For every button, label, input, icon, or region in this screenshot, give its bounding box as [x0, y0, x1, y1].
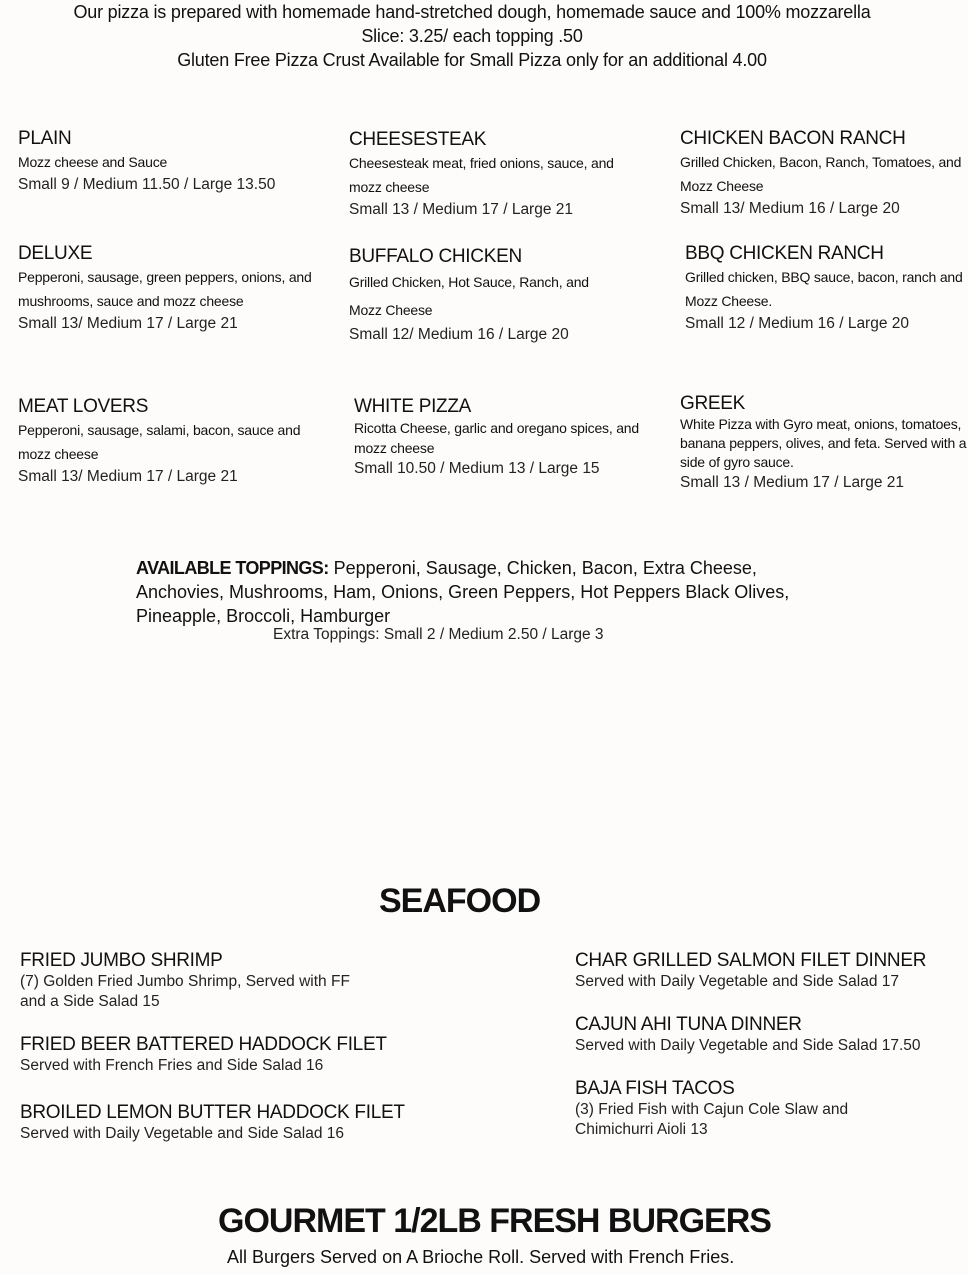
pizza-item-bbq-chicken-ranch	[685, 243, 968, 335]
pizza-desc: Grilled Chicken, Bacon, Ranch, Tomatoes, and Mozz Cheese	[680, 154, 962, 194]
available-toppings	[136, 556, 796, 628]
pizza-name: CHICKEN BACON RANCH	[680, 128, 906, 149]
pizza-price: Small 13 / Medium 17 / Large 21	[349, 201, 574, 218]
seafood-item-baja-fish-tacos	[575, 1078, 875, 1140]
pizza-desc: White Pizza with Gyro meat, onions, tomatoes, banana peppers, olives, and feta. Served with a side of gyro sauce.	[680, 416, 967, 470]
pizza-desc: Cheesesteak meat, fried onions, sauce, and mozz cheese	[349, 155, 614, 195]
pizza-item-white-pizza	[354, 396, 644, 480]
pizza-item-meat-lovers	[18, 396, 328, 488]
pizza-name: GREEK	[680, 393, 746, 414]
burgers-subtitle: All Burgers Served on A Brioche Roll. Served with French Fries.	[227, 1247, 735, 1267]
seafood-name: FRIED BEER BATTERED HADDOCK FILET	[20, 1034, 387, 1055]
seafood-title: SEAFOOD	[379, 882, 541, 920]
pizza-desc: Ricotta Cheese, garlic and oregano spices, and mozz cheese	[354, 420, 639, 456]
pizza-price: Small 13 / Medium 17 / Large 21	[680, 474, 905, 491]
burgers-title: GOURMET 1/2LB FRESH BURGERS	[218, 1202, 771, 1240]
pizza-price: Small 13/ Medium 17 / Large 21	[18, 315, 238, 332]
pizza-item-plain	[18, 128, 328, 196]
seafood-desc: Served with Daily Vegetable and Side Salad 17	[575, 973, 899, 990]
seafood-desc: (7) Golden Fried Jumbo Shrimp, Served with FF and a Side Salad 15	[20, 973, 350, 1010]
seafood-desc: Served with Daily Vegetable and Side Salad 17.50	[575, 1037, 921, 1054]
pizza-desc: Mozz cheese and Sauce	[18, 154, 168, 170]
pizza-name: CHEESESTEAK	[349, 129, 487, 150]
pizza-name: MEAT LOVERS	[18, 396, 149, 417]
pizza-item-cheesesteak	[349, 129, 649, 221]
seafood-desc: Served with French Fries and Side Salad 16	[20, 1057, 324, 1074]
seafood-desc: (3) Fried Fish with Cajun Cole Slaw and Chimichurri Aioli 13	[575, 1101, 849, 1138]
pizza-price: Small 12/ Medium 16 / Large 20	[349, 326, 569, 343]
pizza-item-deluxe	[18, 243, 318, 335]
pizza-item-chicken-bacon-ranch	[680, 128, 968, 220]
seafood-name: CHAR GRILLED SALMON FILET DINNER	[575, 950, 927, 971]
slice-price-line: Slice: 3.25/ each topping .50	[361, 26, 583, 46]
intro-text-1: Our pizza is prepared with homemade hand-stretched dough, homemade sauce and 100% mozzarella	[73, 2, 871, 22]
pizza-desc: Pepperoni, sausage, green peppers, onions, and mushrooms, sauce and mozz cheese	[18, 269, 312, 309]
pizza-name: WHITE PIZZA	[354, 396, 472, 417]
pizza-price: Small 9 / Medium 11.50 / Large 13.50	[18, 176, 276, 193]
pizza-name: BBQ CHICKEN RANCH	[685, 243, 884, 264]
seafood-name: FRIED JUMBO SHRIMP	[20, 950, 223, 971]
seafood-item-salmon-filet	[575, 950, 965, 992]
seafood-name: BROILED LEMON BUTTER HADDOCK FILET	[20, 1102, 405, 1123]
pizza-price: Small 13/ Medium 16 / Large 20	[680, 200, 900, 217]
pizza-price: Small 13/ Medium 17 / Large 21	[18, 468, 238, 485]
pizza-name: PLAIN	[18, 128, 72, 149]
extra-toppings-price: Extra Toppings: Small 2 / Medium 2.50 / Large 3	[273, 626, 604, 643]
toppings-list: Pepperoni, Sausage, Chicken, Bacon, Extra Cheese, Anchovies, Mushrooms, Ham, Onions, Green Peppers, Hot Peppers Black Olives, Pineapple, Broccoli, Hamburger	[136, 558, 790, 626]
pizza-name: BUFFALO CHICKEN	[349, 246, 522, 267]
pizza-desc: Grilled Chicken, Hot Sauce, Ranch, and Mozz Cheese	[349, 274, 589, 318]
gluten-free-line: Gluten Free Pizza Crust Available for Small Pizza only for an additional 4.00	[177, 50, 767, 70]
pizza-name: DELUXE	[18, 243, 93, 264]
pizza-price: Small 12 / Medium 16 / Large 20	[685, 315, 910, 332]
seafood-item-ahi-tuna	[575, 1014, 965, 1056]
seafood-desc: Served with Daily Vegetable and Side Salad 16	[20, 1125, 344, 1142]
pizza-price: Small 10.50 / Medium 13 / Large 15	[354, 460, 600, 477]
seafood-name: BAJA FISH TACOS	[575, 1078, 735, 1099]
seafood-item-beer-battered-haddock	[20, 1034, 420, 1076]
seafood-name: CAJUN AHI TUNA DINNER	[575, 1014, 802, 1035]
pizza-item-greek	[680, 393, 968, 494]
intro-line-1	[0, 2, 944, 23]
pizza-item-buffalo-chicken	[349, 246, 619, 346]
seafood-item-broiled-haddock	[20, 1102, 420, 1144]
pizza-desc: Grilled chicken, BBQ sauce, bacon, ranch and Mozz Cheese.	[685, 269, 963, 309]
pizza-desc: Pepperoni, sausage, salami, bacon, sauce and mozz cheese	[18, 422, 301, 462]
seafood-item-fried-jumbo-shrimp	[20, 950, 365, 1012]
toppings-label: AVAILABLE TOPPINGS:	[136, 558, 329, 578]
